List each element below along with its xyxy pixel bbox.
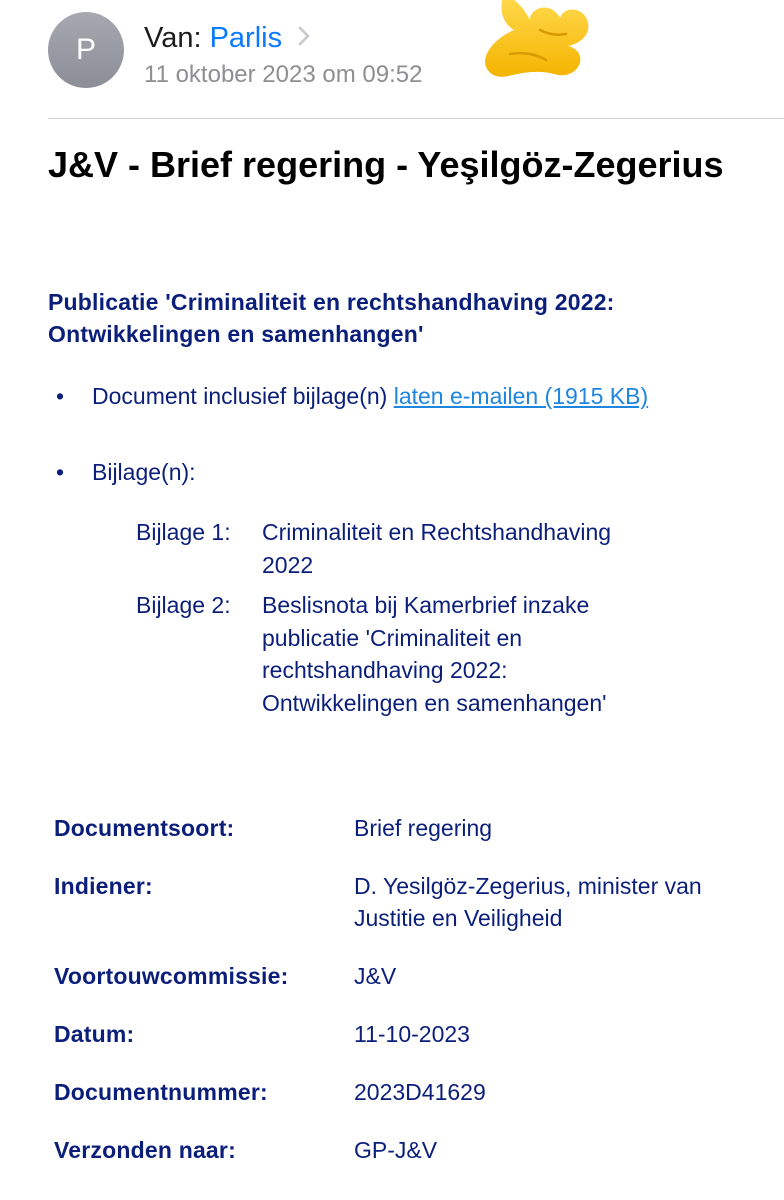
meta-row-datum (54, 1018, 754, 1050)
from-label: Van: (144, 22, 202, 54)
meta-value: GP-J&V (354, 1137, 438, 1163)
attachment-title: Beslisnota bij Kamerbrief inzake publicatie 'Criminaliteit en rechtshandhaving 2022: Ontwikkelingen en samenhangen' (262, 592, 607, 716)
bullet-dot: • (56, 459, 65, 485)
meta-key: Datum: (54, 1021, 135, 1047)
attachment-item[interactable] (136, 589, 736, 719)
meta-value: D. Yesilgöz-Zegerius, minister van Justitie en Veiligheid (354, 873, 702, 931)
document-metadata (54, 812, 754, 1192)
sender-avatar[interactable]: P (48, 12, 124, 88)
meta-value: Brief regering (354, 815, 493, 841)
meta-value: J&V (354, 963, 397, 989)
meta-key: Voortouwcommissie: (54, 963, 289, 989)
mail-subject: J&V - Brief regering - Yeşilgöz-Zegerius (48, 144, 724, 185)
email-document-link[interactable]: laten e-mailen (1915 KB) (393, 383, 649, 409)
bullet-dot: • (56, 383, 65, 409)
meta-row-documentsoort (54, 812, 754, 844)
meta-key: Documentnummer: (54, 1079, 268, 1105)
from-line (144, 18, 310, 58)
meta-row-indiener (54, 870, 754, 934)
attachments-label: Bijlage(n): (92, 459, 196, 485)
meta-key: Documentsoort: (54, 815, 235, 841)
attachment-item[interactable] (136, 516, 736, 581)
bullet-list (48, 380, 748, 488)
meta-value: 2023D41629 (354, 1079, 486, 1105)
header-divider (48, 118, 784, 119)
meta-row-verzonden-naar (54, 1134, 754, 1166)
sent-date: 11 oktober 2023 om 09:52 (144, 61, 423, 88)
meta-value: 11-10-2023 (354, 1021, 470, 1047)
meta-row-documentnummer (54, 1076, 754, 1108)
meta-key: Indiener: (54, 873, 153, 899)
publication-title: Publicatie 'Criminaliteit en rechtshandhaving 2022: Ontwikkelingen en samenhangen' (48, 289, 615, 347)
mail-header (0, 0, 784, 118)
attachment-label: Bijlage 1: (136, 519, 231, 545)
meta-key: Verzonden naar: (54, 1137, 236, 1163)
meta-row-voortouwcommissie (54, 960, 754, 992)
bullet-document (48, 380, 748, 412)
bullet-attachments (48, 456, 748, 488)
pointing-hand-emoji-icon (480, 0, 600, 88)
sender-name[interactable]: Parlis (209, 22, 283, 54)
document-text: Document inclusief bijlage(n) (92, 383, 394, 409)
attachment-title: Criminaliteit en Rechtshandhaving 2022 (262, 519, 612, 578)
chevron-right-icon[interactable] (298, 26, 310, 46)
attachments-list (136, 516, 736, 727)
attachment-label: Bijlage 2: (136, 592, 231, 618)
